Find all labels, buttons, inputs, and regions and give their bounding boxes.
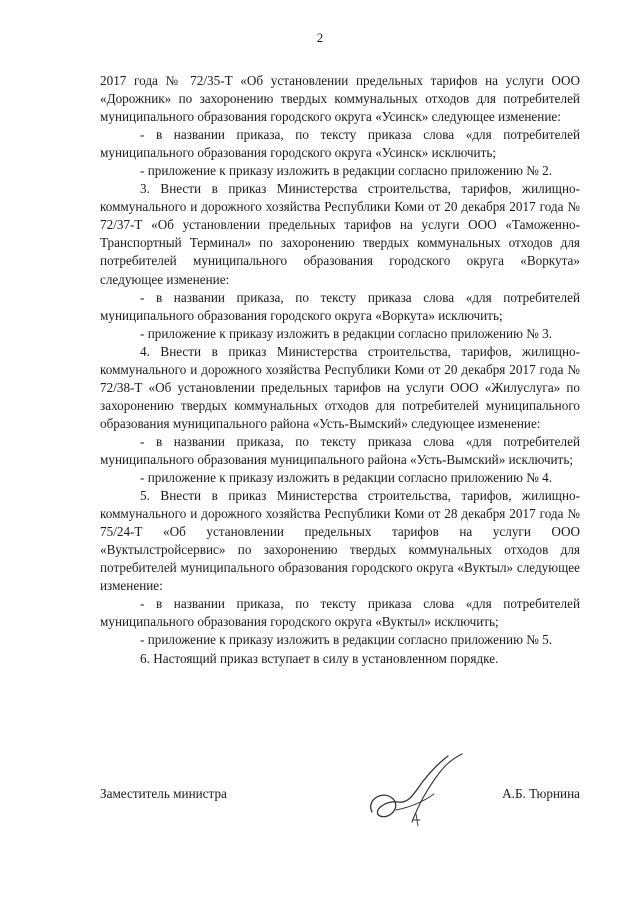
page-number: 2: [316, 30, 324, 45]
paragraph: - приложение к приказу изложить в редакции согласно приложению № 3.: [140, 325, 552, 341]
paragraph: 6. Настоящий приказ вступает в силу в установленном порядке.: [140, 650, 499, 666]
paragraph: 5. Внести в приказ Министерства строительства, тарифов, жилищно-коммунального и дорожного хозяйства Республики Коми от 28 декабря 2017 года № 75/24-Т «Об установлении предельных тарифов на услуги ООО «Вуктылстройсервис» по захоронению твердых коммунальных отходов для потребителей муниципального образования городского округа «Вуктыл» следующее изменение:: [100, 488, 580, 594]
paragraph: - приложение к приказу изложить в редакции согласно приложению № 2.: [140, 163, 552, 179]
paragraph: 4. Внести в приказ Министерства строительства, тарифов, жилищно-коммунального и дорожного хозяйства Республики Коми от 20 декабря 2017 года № 72/38-Т «Об установлении предельных тарифов на услуги ООО «Жилуслуга» по захоронению твердых коммунальных отходов для потребителей муниципального образования муниципального района «Усть-Вымский» следующее изменение:: [100, 343, 580, 431]
handwritten-signature: [362, 750, 472, 830]
paragraph: - приложение к приказу изложить в редакции согласно приложению № 4.: [140, 470, 552, 486]
paragraph: 3. Внести в приказ Министерства строительства, тарифов, жилищно-коммунального и дорожного хозяйства Республики Коми от 20 декабря 2017 года № 72/37-Т «Об установлении предельных тарифов на услуги ООО «Таможенно-Транспортный Терминал» по захоронению твердых коммунальных отходов для потребителей муниципального образования городского округа «Воркута» следующее изменение:: [100, 181, 580, 287]
document-body: [100, 72, 580, 668]
signer-name: А.Б. Тюрнина: [502, 786, 580, 801]
paragraph: 2017 года № 72/35-Т «Об установлении предельных тарифов на услуги ООО «Дорожник» по захоронению твердых коммунальных отходов для потребителей муниципального образования городского округа «Усинск» следующее изменение:: [100, 73, 580, 125]
paragraph: - приложение к приказу изложить в редакции согласно приложению № 5.: [140, 632, 552, 648]
paragraph: - в названии приказа, по тексту приказа слова «для потребителей муниципального образования муниципального района «Усть-Вымский» исключить;: [100, 433, 580, 467]
paragraph: - в названии приказа, по тексту приказа слова «для потребителей муниципального образования городского округа «Воркута» исключить;: [100, 289, 580, 323]
paragraph: - в названии приказа, по тексту приказа слова «для потребителей муниципального образования городского округа «Усинск» исключить;: [100, 127, 580, 161]
paragraph: - в названии приказа, по тексту приказа слова «для потребителей муниципального образования городского округа «Вуктыл» исключить;: [100, 596, 580, 630]
signer-title: Заместитель министра: [100, 786, 227, 801]
